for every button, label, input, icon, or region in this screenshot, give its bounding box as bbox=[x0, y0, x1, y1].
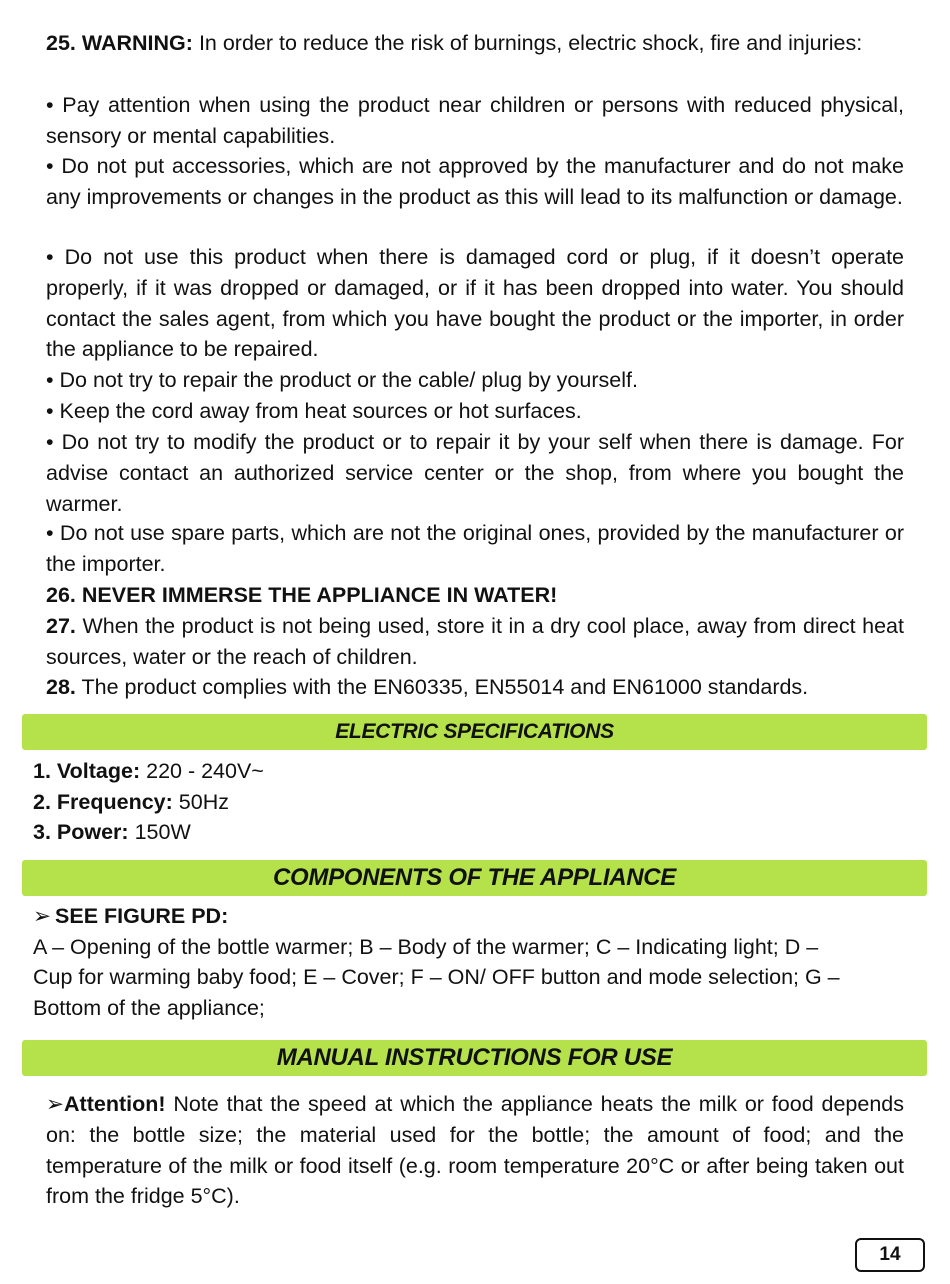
attention-note bbox=[46, 1089, 904, 1212]
figure-reference: ➢ SEE FIGURE PD: bbox=[33, 901, 918, 932]
components-line-1: A – Opening of the bottle warmer; B – Body of the warmer; C – Indicating light; D – bbox=[33, 935, 819, 959]
section-heading-manual: MANUAL INSTRUCTIONS FOR USE bbox=[22, 1040, 927, 1076]
warning-bullet-7: • Do not use spare parts, which are not the original ones, provided by the manufacturer or the importer. bbox=[46, 521, 904, 576]
warning-bullet-3: • Do not use this product when there is damaged cord or plug, if it doesn’t operate properly, if it was dropped or damaged, or if it has been dropped into water. You should contact the sales agent, from which you have bought the product or the importer, in order the appliance to be repaired. bbox=[46, 245, 904, 362]
item-number: 25. bbox=[46, 31, 76, 55]
warning-bullet-5: • Keep the cord away from heat sources or hot surfaces. bbox=[46, 399, 582, 423]
arrow-bullet-icon: ➢ bbox=[33, 904, 52, 928]
section-heading-electric: ELECTRIC SPECIFICATIONS bbox=[22, 714, 927, 750]
section-heading-components: COMPONENTS OF THE APPLIANCE bbox=[22, 860, 927, 896]
spec-frequency: 2. Frequency: 50Hz bbox=[33, 790, 229, 814]
warning-label: WARNING: bbox=[81, 31, 193, 55]
warning-item-26: 26. NEVER IMMERSE THE APPLIANCE IN WATER! bbox=[46, 583, 558, 607]
item-number: 28. bbox=[46, 675, 76, 699]
warning-text: In order to reduce the risk of burnings, electric shock, fire and injuries: bbox=[198, 31, 863, 55]
attention-label: Attention! bbox=[64, 1092, 166, 1116]
warning-bullet-4: • Do not try to repair the product or the cable/ plug by yourself. bbox=[46, 368, 638, 392]
warning-item-27: 27. When the product is not being used, store it in a dry cool place, away from direct heat sources, water or the reach of children. bbox=[46, 614, 904, 669]
warning-item-25 bbox=[46, 28, 904, 59]
page-number: 14 bbox=[855, 1238, 925, 1272]
warning-bullet-6: • Do not try to modify the product or to repair it by your self when there is damage. For advise contact an authorized service center or the shop, from where you bought the warmer. bbox=[46, 430, 904, 516]
item-number: 27. bbox=[46, 614, 76, 638]
warning-bullet-2: • Do not put accessories, which are not approved by the manufacturer and do not make any improvements or changes in the product as this will lead to its malfunction or damage. bbox=[46, 154, 904, 209]
components-line-2: Cup for warming baby food; E – Cover; F – ON/ OFF button and mode selection; G – bbox=[33, 965, 840, 989]
arrow-bullet-icon: ➢ bbox=[46, 1092, 65, 1116]
warning-item-28: 28. The product complies with the EN60335, EN55014 and EN61000 standards. bbox=[46, 675, 809, 699]
attention-text: Note that the speed at which the appliance heats the milk or food depends on: the bottle size; the material used for the bottle; the amount of food; and the temperature of the milk or food itself (e.g. room temperature 20°C or after being taken out from the fridge 5°C). bbox=[46, 1092, 904, 1209]
warning-bullet-1: • Pay attention when using the product near children or persons with reduced physical, sensory or mental capabilities. bbox=[46, 93, 904, 148]
components-line-3: Bottom of the appliance; bbox=[33, 996, 265, 1020]
spec-voltage: 1. Voltage: 220 - 240V~ bbox=[33, 759, 264, 783]
spec-power: 3. Power: 150W bbox=[33, 820, 191, 844]
